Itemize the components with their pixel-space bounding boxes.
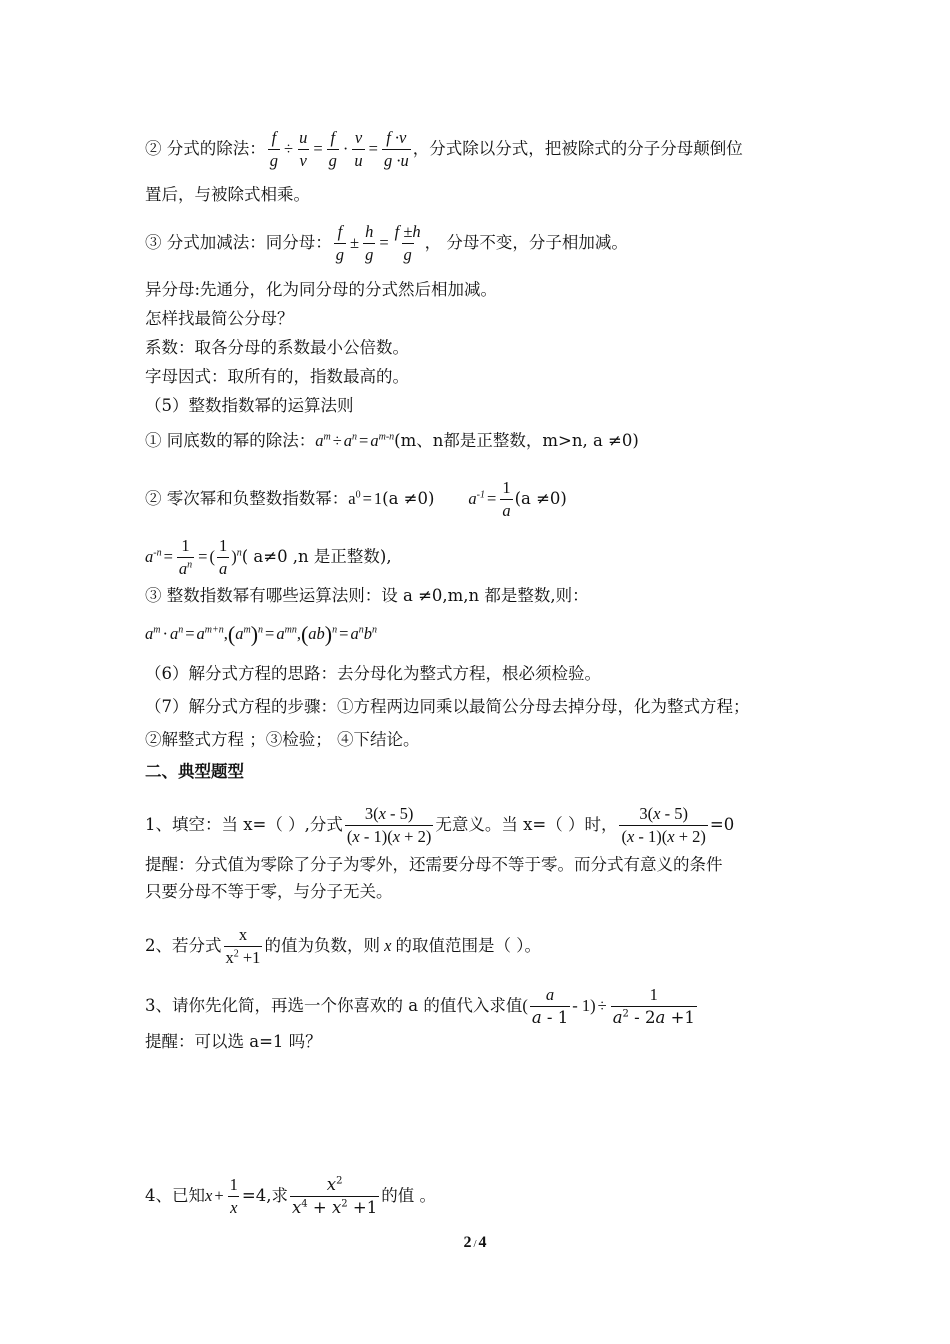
division-rule-desc: ，分式除以分式，把被除式的分子分母颠倒位 (412, 139, 743, 158)
q1-part-b: 无意义。当 x=（ ）时， (435, 815, 618, 834)
page-number (0, 1234, 950, 1252)
question-2-line: 2、若分式 $\frac{x}{x^2 +1}$ 的值为负数，则 x 的取值范围是（ ）。 (145, 925, 542, 967)
section-heading-typical: 二、典型题型 (145, 762, 244, 781)
add-sub-rule-line: ③ 分式加减法：同分母： $\frac{f}{g}$ ± $\frac{h}{g}$ = $\frac{f \pm h}{g}$ ， 分母不变，分子相加减。 (145, 222, 628, 264)
page-total: 4 (478, 1234, 487, 1251)
question-4-line: 4、已知x + $\frac{1}{x}$ =4,求 $\frac{x^2}{x^4 + x^2 +1}$ 的值 。 (145, 1175, 436, 1217)
q2-part-a: 2、若分式 (145, 936, 222, 955)
q4-part-b: =4,求 (241, 1186, 288, 1205)
same-base-condition: (m、n都是正整数，m>n, a ≠0) (394, 431, 639, 450)
division-rule-continued: 置后，与被除式相乘。 (145, 185, 310, 204)
section-7-line: （7）解分式方程的步骤：①方程两边同乘以最简公分母去掉分母，化为整式方程； (145, 697, 750, 716)
division-rule-label: ② 分式的除法： (145, 139, 266, 158)
same-base-label: ① 同底数的幂的除法： (145, 431, 316, 450)
page-current: 2 (463, 1234, 472, 1251)
negative-exponent-condition: (a ≠0) (514, 489, 567, 508)
zero-exponent-condition: (a ≠0) (382, 489, 435, 508)
q4-part-a: 4、已知 (145, 1186, 205, 1205)
question-1-line: 1、填空：当 x=（ ）,分式 $\frac{3(x - 5)}{(x - 1)(x + 2)}$ 无意义。当 x=（ ）时， $\frac{3(x - 5)}{(x - 1)(x + 2)}$ =0 (145, 804, 735, 846)
section-5-title: （5）整数指数幂的运算法则 (145, 396, 354, 415)
add-sub-label: ③ 分式加减法：同分母： (145, 233, 332, 252)
division-rule-line: ② 分式的除法： $\frac{f}{g}$ ÷ $\frac{u}{v}$ = $\frac{f}{g}$ · $\frac{v}{u}$ = $\frac{f \cdot v}{g \cdot u}$ ，分式除以分式，把被除式的分子分母颠倒位 (145, 128, 743, 170)
q1-part-c: =0 (709, 815, 735, 834)
q4-part-c: 的值 。 (381, 1186, 436, 1205)
tip-3-line: 提醒：可以选 a=1 吗？ (145, 1032, 322, 1051)
q2-part-c: 的取值范围是（ ）。 (395, 936, 542, 955)
lcd-question-line: 怎样找最简公分母？ (145, 309, 294, 328)
section-7-steps: ②解整式方程 ；③检验； ④下结论。 (145, 730, 420, 749)
exponent-rules-intro: ③ 整数指数幂有哪些运算法则：设 a ≠0,m,n 都是整数,则： (145, 586, 589, 605)
tip-1-line-a: 提醒：分式值为零除了分子为零外，还需要分母不等于零。而分式有意义的条件 (145, 855, 723, 874)
letter-factor-line: 字母因式：取所有的，指数最高的。 (145, 367, 409, 386)
exponent-rules-formula: $a^m \cdot a^n = a^{m+n},(a^m)^n = a^{mn},(ab)^n = a^nb^n$ (145, 621, 377, 647)
q1-part-a: 1、填空：当 x=（ ）,分式 (145, 815, 343, 834)
add-sub-desc: ， 分母不变，分子相加减。 (424, 233, 628, 252)
negative-power-condition: ( a≠0 ,n 是正整数), (241, 547, 392, 566)
q3-text: 3、请你先化简，再选一个你喜欢的 a 的值代入求值 (145, 996, 523, 1015)
zero-negative-label: ② 零次幂和负整数指数幂： (145, 489, 349, 508)
section-6-line: （6）解分式方程的思路：去分母化为整式方程，根必须检验。 (145, 664, 601, 683)
tip-1-line-b: 只要分母不等于零，与分子无关。 (145, 882, 393, 901)
coefficient-line: 系数：取各分母的系数最小公倍数。 (145, 338, 409, 357)
negative-power-formula-line: $a^{-n}$ = $\frac{1}{a^n}$ = ( $\frac{1}{a}$ )$^n$( a≠0 ,n 是正整数), (145, 536, 392, 578)
same-base-division-line: ① 同底数的幂的除法：$a^m \div a^n = a^{m-n}(m$、n都是正整数，m>n, a ≠0) (145, 431, 639, 450)
page-separator: / (473, 1238, 477, 1250)
zero-negative-exponent-line: ② 零次幂和负整数指数幂：$a^0 = 1(a \ne 0) a^{-1}$ = $\frac{1}{a}$ (a ≠0) (145, 478, 567, 520)
question-3-line: 3、请你先化简，再选一个你喜欢的 a 的值代入求值( $\frac{a}{a - 1}$ - 1) ÷ $\frac{1}{a^2 - 2a +1}$ (145, 985, 695, 1027)
diff-denominator-line: 异分母:先通分，化为同分母的分式然后相加减。 (145, 280, 498, 299)
q2-part-b: 的值为负数，则 (264, 936, 380, 955)
